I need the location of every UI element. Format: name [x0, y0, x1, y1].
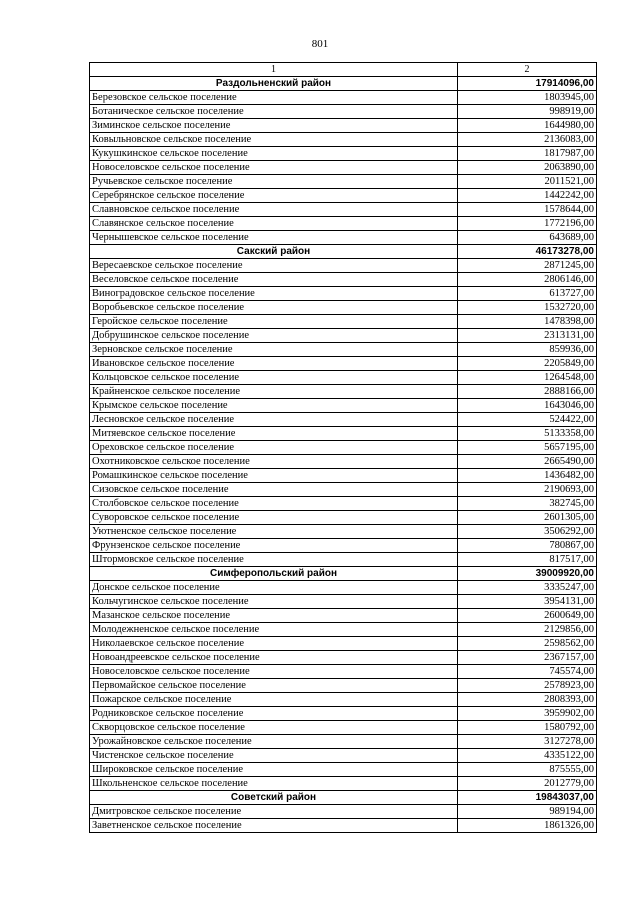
settlement-name: Фрунзенское сельское поселение — [90, 539, 458, 553]
settlement-amount: 2205849,00 — [458, 357, 597, 371]
settlement-name: Чистенское сельское поселение — [90, 749, 458, 763]
district-total: 17914096,00 — [458, 77, 597, 91]
settlement-amount: 998919,00 — [458, 105, 597, 119]
settlement-row — [90, 637, 597, 651]
settlement-name: Столбовское сельское поселение — [90, 497, 458, 511]
district-row — [90, 77, 597, 91]
settlement-name: Зиминское сельское поселение — [90, 119, 458, 133]
settlement-name: Славянское сельское поселение — [90, 217, 458, 231]
settlement-amount: 1436482,00 — [458, 469, 597, 483]
settlement-name: Кольцовское сельское поселение — [90, 371, 458, 385]
settlement-row — [90, 399, 597, 413]
settlement-row — [90, 315, 597, 329]
settlement-row — [90, 203, 597, 217]
settlement-amount: 1644980,00 — [458, 119, 597, 133]
settlement-amount: 875555,00 — [458, 763, 597, 777]
settlement-amount: 1478398,00 — [458, 315, 597, 329]
settlement-name: Крымское сельское поселение — [90, 399, 458, 413]
settlement-amount: 2871245,00 — [458, 259, 597, 273]
district-total: 19843037,00 — [458, 791, 597, 805]
settlement-name: Вересаевское сельское поселение — [90, 259, 458, 273]
settlement-name: Дмитровское сельское поселение — [90, 805, 458, 819]
settlement-name: Новоселовское сельское поселение — [90, 665, 458, 679]
settlement-amount: 2012779,00 — [458, 777, 597, 791]
settlement-row — [90, 679, 597, 693]
district-total: 46173278,00 — [458, 245, 597, 259]
settlement-name: Уютненское сельское поселение — [90, 525, 458, 539]
settlement-name: Пожарское сельское поселение — [90, 693, 458, 707]
settlement-amount: 524422,00 — [458, 413, 597, 427]
settlement-row — [90, 189, 597, 203]
settlement-row — [90, 581, 597, 595]
settlement-amount: 859936,00 — [458, 343, 597, 357]
settlement-name: Ивановское сельское поселение — [90, 357, 458, 371]
settlement-amount: 643689,00 — [458, 231, 597, 245]
settlement-amount: 3959902,00 — [458, 707, 597, 721]
settlement-row — [90, 329, 597, 343]
settlement-amount: 3335247,00 — [458, 581, 597, 595]
settlement-amount: 3506292,00 — [458, 525, 597, 539]
settlement-name: Кукушкинское сельское поселение — [90, 147, 458, 161]
settlement-row — [90, 609, 597, 623]
settlement-amount: 1578644,00 — [458, 203, 597, 217]
settlement-name: Урожайновское сельское поселение — [90, 735, 458, 749]
settlement-name: Лесновское сельское поселение — [90, 413, 458, 427]
settlement-amount: 2063890,00 — [458, 161, 597, 175]
settlement-row — [90, 217, 597, 231]
settlement-row — [90, 357, 597, 371]
settlement-amount: 2190693,00 — [458, 483, 597, 497]
settlement-name: Веселовское сельское поселение — [90, 273, 458, 287]
settlement-row — [90, 693, 597, 707]
settlement-row — [90, 511, 597, 525]
settlement-name: Ореховское сельское поселение — [90, 441, 458, 455]
settlement-row — [90, 147, 597, 161]
settlement-name: Кольчугинское сельское поселение — [90, 595, 458, 609]
settlement-name: Суворовское сельское поселение — [90, 511, 458, 525]
settlement-amount: 1442242,00 — [458, 189, 597, 203]
settlement-name: Ботаническое сельское поселение — [90, 105, 458, 119]
settlement-row — [90, 273, 597, 287]
settlement-amount: 2600649,00 — [458, 609, 597, 623]
settlement-amount: 2806146,00 — [458, 273, 597, 287]
settlement-amount: 5657195,00 — [458, 441, 597, 455]
settlement-row — [90, 483, 597, 497]
settlement-name: Штормовское сельское поселение — [90, 553, 458, 567]
settlement-row — [90, 133, 597, 147]
settlement-name: Мазанское сельское поселение — [90, 609, 458, 623]
settlement-amount: 3127278,00 — [458, 735, 597, 749]
settlement-row — [90, 497, 597, 511]
settlement-amount: 1772196,00 — [458, 217, 597, 231]
settlement-amount: 3954131,00 — [458, 595, 597, 609]
settlement-amount: 1861326,00 — [458, 819, 597, 833]
settlement-amount: 2578923,00 — [458, 679, 597, 693]
district-name: Раздольненский район — [90, 77, 458, 91]
settlement-name: Новоселовское сельское поселение — [90, 161, 458, 175]
settlement-name: Ромашкинское сельское поселение — [90, 469, 458, 483]
settlement-name: Воробьевское сельское поселение — [90, 301, 458, 315]
settlement-row — [90, 651, 597, 665]
settlement-name: Славновское сельское поселение — [90, 203, 458, 217]
settlement-amount: 2367157,00 — [458, 651, 597, 665]
settlement-row — [90, 469, 597, 483]
settlement-amount: 2313131,00 — [458, 329, 597, 343]
budget-table-body — [90, 63, 597, 833]
settlement-amount: 4335122,00 — [458, 749, 597, 763]
settlement-name: Зерновское сельское поселение — [90, 343, 458, 357]
settlement-name: Донское сельское поселение — [90, 581, 458, 595]
settlement-row — [90, 707, 597, 721]
settlement-row — [90, 287, 597, 301]
settlement-name: Охотниковское сельское поселение — [90, 455, 458, 469]
settlement-row — [90, 105, 597, 119]
settlement-amount: 2808393,00 — [458, 693, 597, 707]
settlement-row — [90, 525, 597, 539]
settlement-row — [90, 91, 597, 105]
settlement-amount: 1580792,00 — [458, 721, 597, 735]
settlement-amount: 2665490,00 — [458, 455, 597, 469]
column-number-2: 2 — [458, 63, 597, 77]
settlement-row — [90, 623, 597, 637]
settlement-row — [90, 455, 597, 469]
settlement-name: Березовское сельское поселение — [90, 91, 458, 105]
settlement-name: Чернышевское сельское поселение — [90, 231, 458, 245]
settlement-name: Добрушинское сельское поселение — [90, 329, 458, 343]
settlement-row — [90, 553, 597, 567]
district-name: Советский район — [90, 791, 458, 805]
settlement-name: Молодежненское сельское поселение — [90, 623, 458, 637]
settlement-name: Новоандреевское сельское поселение — [90, 651, 458, 665]
settlement-amount: 382745,00 — [458, 497, 597, 511]
settlement-name: Первомайское сельское поселение — [90, 679, 458, 693]
settlement-name: Крайненское сельское поселение — [90, 385, 458, 399]
settlement-amount: 5133358,00 — [458, 427, 597, 441]
settlement-name: Сизовское сельское поселение — [90, 483, 458, 497]
settlement-amount: 2011521,00 — [458, 175, 597, 189]
settlement-row — [90, 119, 597, 133]
settlement-name: Школьненское сельское поселение — [90, 777, 458, 791]
settlement-row — [90, 427, 597, 441]
settlement-amount: 1817987,00 — [458, 147, 597, 161]
settlement-amount: 2888166,00 — [458, 385, 597, 399]
district-row — [90, 245, 597, 259]
settlement-row — [90, 301, 597, 315]
settlement-row — [90, 777, 597, 791]
settlement-name: Заветненское сельское поселение — [90, 819, 458, 833]
district-name: Сакский район — [90, 245, 458, 259]
settlement-row — [90, 665, 597, 679]
settlement-row — [90, 259, 597, 273]
settlement-amount: 1532720,00 — [458, 301, 597, 315]
settlement-amount: 817517,00 — [458, 553, 597, 567]
column-number-row — [90, 63, 597, 77]
settlement-amount: 1264548,00 — [458, 371, 597, 385]
settlement-name: Скворцовское сельское поселение — [90, 721, 458, 735]
settlement-name: Ручьевское сельское поселение — [90, 175, 458, 189]
settlement-amount: 2129856,00 — [458, 623, 597, 637]
settlement-amount: 613727,00 — [458, 287, 597, 301]
settlement-row — [90, 413, 597, 427]
settlement-row — [90, 441, 597, 455]
district-row — [90, 791, 597, 805]
settlement-name: Родниковское сельское поселение — [90, 707, 458, 721]
settlement-amount: 989194,00 — [458, 805, 597, 819]
settlement-row — [90, 595, 597, 609]
settlement-row — [90, 539, 597, 553]
settlement-row — [90, 819, 597, 833]
district-name: Симферопольский район — [90, 567, 458, 581]
page-number: 801 — [311, 38, 329, 50]
settlement-name: Виноградовское сельское поселение — [90, 287, 458, 301]
settlement-row — [90, 371, 597, 385]
budget-table — [89, 62, 597, 833]
settlement-amount: 2598562,00 — [458, 637, 597, 651]
settlement-row — [90, 805, 597, 819]
settlement-name: Митяевское сельское поселение — [90, 427, 458, 441]
settlement-row — [90, 735, 597, 749]
settlement-amount: 2601305,00 — [458, 511, 597, 525]
settlement-amount: 2136083,00 — [458, 133, 597, 147]
settlement-row — [90, 749, 597, 763]
column-number-1: 1 — [90, 63, 458, 77]
settlement-row — [90, 763, 597, 777]
settlement-name: Николаевское сельское поселение — [90, 637, 458, 651]
settlement-name: Серебрянское сельское поселение — [90, 189, 458, 203]
settlement-amount: 1643046,00 — [458, 399, 597, 413]
settlement-row — [90, 231, 597, 245]
district-total: 39009920,00 — [458, 567, 597, 581]
settlement-row — [90, 385, 597, 399]
district-row — [90, 567, 597, 581]
settlement-row — [90, 175, 597, 189]
settlement-amount: 780867,00 — [458, 539, 597, 553]
settlement-amount: 745574,00 — [458, 665, 597, 679]
settlement-name: Геройское сельское поселение — [90, 315, 458, 329]
settlement-row — [90, 343, 597, 357]
settlement-row — [90, 161, 597, 175]
settlement-name: Широковское сельское поселение — [90, 763, 458, 777]
settlement-name: Ковыльновское сельское поселение — [90, 133, 458, 147]
settlement-row — [90, 721, 597, 735]
settlement-amount: 1803945,00 — [458, 91, 597, 105]
